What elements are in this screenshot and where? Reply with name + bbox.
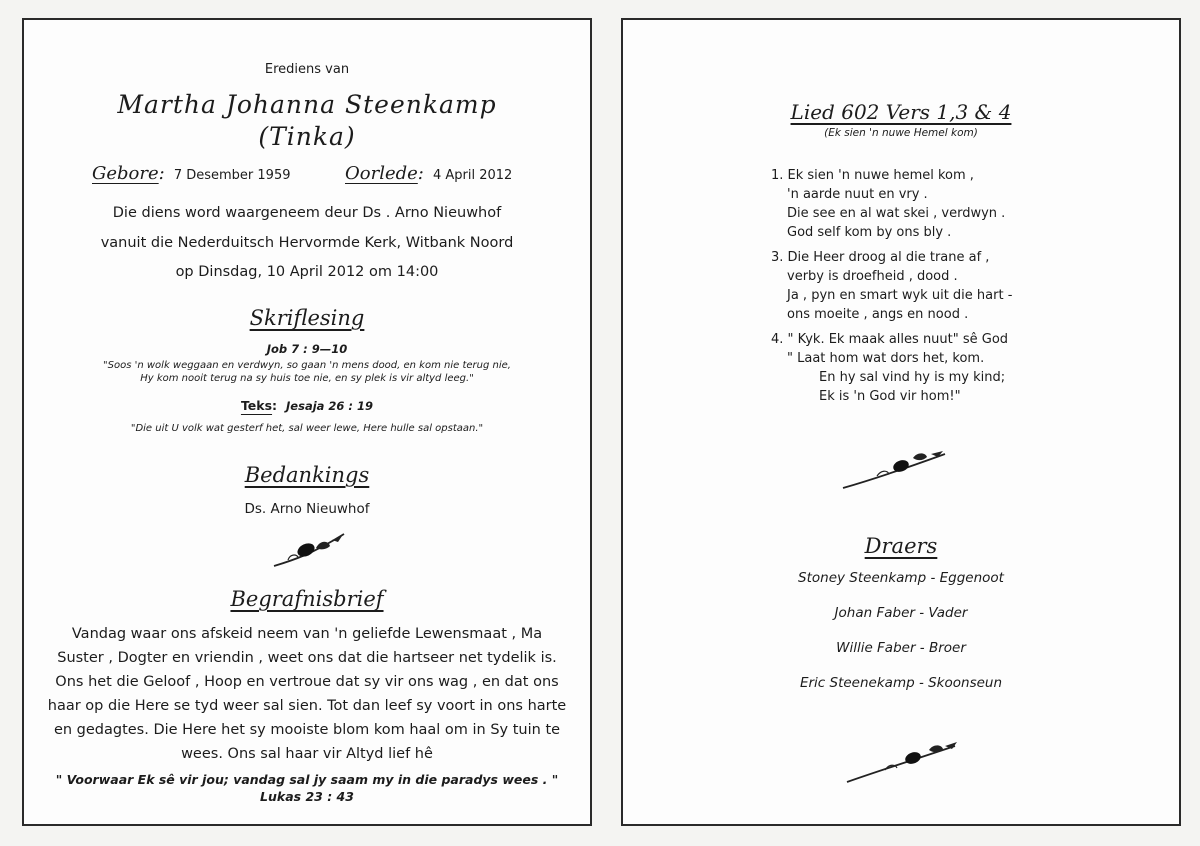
thanks-heading: Bedankings bbox=[244, 463, 370, 487]
verse-line: 3. Die Heer droog al die trane af , bbox=[771, 250, 990, 265]
hymn-subtitle: (Ek sien 'n nuwe Hemel kom) bbox=[824, 127, 978, 139]
deceased-name: Martha Johanna Steenkamp bbox=[117, 90, 497, 119]
burial-letter-line: en gedagtes. Die Here het sy mooiste blom kom haal om in Sy tuin te bbox=[53, 722, 561, 738]
bearer-item: Willie Faber - Broer bbox=[836, 640, 966, 656]
service-line: op Dinsdag, 10 April 2012 om 14:00 bbox=[175, 264, 439, 280]
text-quote: "Die uit U volk wat gesterf het, sal weer lewe, Here hulle sal opstaan." bbox=[130, 423, 484, 434]
birth-line: Gebore: 7 Desember 1959 bbox=[92, 163, 291, 184]
verse-line: ons moeite , angs en nood . bbox=[787, 307, 969, 322]
burial-letter-heading: Begrafnisbrief bbox=[230, 587, 384, 611]
hymn-verse-4 bbox=[771, 330, 1008, 406]
text-label: Teks bbox=[240, 398, 273, 413]
scripture-heading: Skriflesing bbox=[249, 306, 365, 330]
verse-line: Die see en al wat skei , verdwyn . bbox=[787, 206, 1006, 221]
right-page bbox=[621, 18, 1181, 826]
bearers-heading: Draers bbox=[864, 534, 938, 558]
hymn-verse-3 bbox=[771, 248, 1012, 324]
hymn-verse-1 bbox=[771, 166, 1005, 242]
closing-quote: " Voorwaar Ek sê vir jou; vandag sal jy saam my in die paradys wees . " bbox=[55, 772, 559, 787]
closing-reference: Lukas 23 : 43 bbox=[260, 789, 354, 804]
burial-letter-line: Suster , Dogter en vriendin , weet ons dat die hartseer net tydelik is. bbox=[57, 650, 557, 666]
left-page bbox=[22, 18, 592, 826]
rose-icon bbox=[845, 736, 961, 784]
verse-line: 1. Ek sien 'n nuwe hemel kom , bbox=[771, 168, 974, 183]
text-reference: Jesaja 26 : 19 bbox=[286, 399, 374, 413]
verse-line: " Laat hom wat dors het, kom. bbox=[787, 351, 985, 366]
burial-letter-line: wees. Ons sal haar vir Altyd lief hê bbox=[181, 746, 433, 762]
intro-text: Erediens van bbox=[264, 62, 350, 77]
burial-letter-line: haar op die Here se tyd weer sal sien. Tot dan leef sy voort in ons harte bbox=[47, 698, 567, 714]
scripture-quote-line: Hy kom nooit terug na sy huis toe nie, en sy plek is vir altyd leeg." bbox=[140, 373, 474, 384]
died-label: Oorlede bbox=[345, 163, 418, 184]
rose-icon bbox=[272, 530, 350, 570]
hymn-title: Lied 602 Vers 1,3 & 4 bbox=[790, 100, 1012, 124]
verse-line: Ja , pyn en smart wyk uit die hart - bbox=[787, 288, 1013, 303]
burial-letter-line: Ons het die Geloof , Hoop en vertroue dat sy vir ons wag , en dat ons bbox=[55, 674, 559, 690]
verse-line: 'n aarde nuut en vry . bbox=[787, 187, 928, 202]
verse-line: God self kom by ons bly . bbox=[787, 225, 952, 240]
scripture-reference: Job 7 : 9—10 bbox=[266, 342, 348, 356]
death-line: Oorlede: 4 April 2012 bbox=[345, 163, 513, 184]
verse-line: 4. " Kyk. Ek maak alles nuut" sê God bbox=[771, 332, 1009, 347]
scripture-quote-line: "Soos 'n wolk weggaan en verdwyn, so gaan 'n mens dood, en kom nie terug nie, bbox=[103, 360, 511, 371]
thanks-person: Ds. Arno Nieuwhof bbox=[244, 501, 370, 517]
text-line: Teks: Jesaja 26 : 19 bbox=[240, 398, 374, 413]
born-label: Gebore bbox=[92, 163, 159, 184]
bearer-item: Eric Steenekamp - Skoonseun bbox=[799, 675, 1003, 691]
deceased-nickname: (Tinka) bbox=[258, 122, 356, 151]
verse-line: Ek is 'n God vir hom!" bbox=[819, 389, 961, 404]
burial-letter-line: Vandag waar ons afskeid neem van 'n geliefde Lewensmaat , Ma bbox=[71, 626, 543, 642]
bearer-item: Stoney Steenkamp - Eggenoot bbox=[798, 570, 1004, 586]
service-line: vanuit die Nederduitsch Hervormde Kerk, Witbank Noord bbox=[100, 235, 514, 251]
born-date: 7 Desember 1959 bbox=[173, 168, 291, 183]
verse-line: verby is droefheid , dood . bbox=[787, 269, 958, 284]
service-line: Die diens word waargeneem deur Ds . Arno Nieuwhof bbox=[112, 205, 502, 221]
verse-line: En hy sal vind hy is my kind; bbox=[819, 370, 1006, 385]
bearer-item: Johan Faber - Vader bbox=[834, 605, 968, 621]
died-date: 4 April 2012 bbox=[432, 168, 513, 183]
rose-icon bbox=[841, 448, 951, 490]
